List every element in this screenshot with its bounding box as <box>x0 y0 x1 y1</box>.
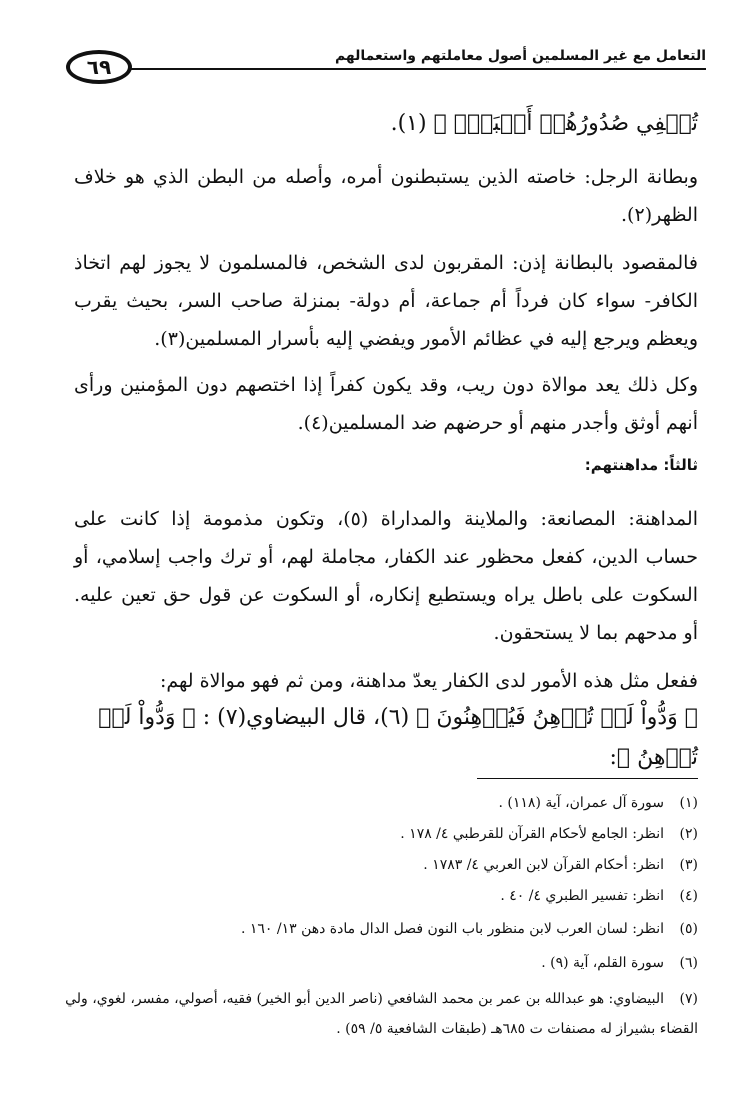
footnote <box>60 792 698 814</box>
footnote-text: انظر: الجامع لأحكام القرآن للقرطبي ٤/ ١٧٨ . <box>400 826 664 842</box>
footnote-number: (٧) <box>679 991 698 1007</box>
header-title: التعامل مع غير المسلمين أصول معاملتهم واستعمالهم <box>334 48 706 64</box>
footnote <box>60 854 698 876</box>
footnote <box>60 952 698 974</box>
footnote-text: سورة القلم، آية (٩) . <box>541 955 664 971</box>
paragraph-bitana-definition: وبطانة الرجل: خاصته الذين يستبطنون أمره، وأصله من البطن الذي هو خلاف الظهر(٢). <box>74 166 698 226</box>
paragraph-bitana-meaning: فالمقصود بالبطانة إذن: المقربون لدى الشخص، فالمسلمون لا يجوز لهم اتخاذ الكافر- سواء كان فرداً أم جماعة، أم دولة- بمنزلة صاحب السر، بحيث يقرب ويعظم ويرجع إليه في عظائم الأمور ويفضي إليه بأسرار المسلمين(٣). <box>74 252 698 350</box>
footnote-text: سورة آل عمران، آية (١١٨) . <box>498 795 664 811</box>
footnote-text: انظر: تفسير الطبري ٤/ ٤٠ . <box>500 888 664 904</box>
footnote-number: (٣) <box>679 857 698 873</box>
footnote-separator <box>477 778 698 779</box>
footnote <box>60 823 698 845</box>
footnote-text: انظر: أحكام القرآن لابن العربي ٤/ ١٧٨٣ . <box>423 857 664 873</box>
running-header <box>66 44 706 90</box>
footnote-number: (٥) <box>679 921 698 937</box>
footnote-text: البيضاوي: هو عبدالله بن عمر بن محمد الشافعي (ناصر الدين أبو الخير) فقيه، أصولي، مفسر، لغوي، ولي القضاء بشيراز له مصنفات ت ٦٨٥هـ (طبقات الشافعية ٥/ ٥٩) . <box>65 991 698 1037</box>
footnote <box>60 918 698 940</box>
footnote-number: (١) <box>679 795 698 811</box>
paragraph-muwalat: وكل ذلك يعد موالاة دون ريب، وقد يكون كفراً إذا اختصهم دون المؤمنين ورأى أنهم أوثق وأجدر منهم أو حرضهم ضد المسلمين(٤). <box>74 374 698 434</box>
footnote-number: (٢) <box>679 826 698 842</box>
footnote <box>60 885 698 907</box>
paragraph-mudahana-ruling: ففعل مثل هذه الأمور لدى الكفار يعدّ مداهنة، ومن ثم فهو موالاة لهم: <box>159 670 698 692</box>
footnote <box>60 984 698 1044</box>
verse-line: ﴿ وَدُّواْ لَوۡ تُدۡهِنُ فَيُدۡهِنُونَ ﴾ (٦)، قال البيضاوي(٧) : ﴿ وَدُّواْ لَوۡ تُدۡهِنُ ﴾: <box>98 705 698 770</box>
header-rule <box>128 68 706 70</box>
section-heading: ثالثاً: مداهنتهم: <box>584 456 698 474</box>
page-number: ٦٩ <box>66 50 132 84</box>
paragraph-mudahana-definition: المداهنة: المصانعة: والملاينة والمداراة (٥)، وتكون مذمومة إذا كانت على حساب الدين، كفعل محظور عند الكفار، مجاملة لهم، أو ترك واجب إسلامي، أو السكوت على باطل يراه ويستطيع إنكاره، أو السكوت عن قول حق تعين عليه. أو مدحهم بما لا يستحقون. <box>74 508 698 644</box>
footnote-text: انظر: لسان العرب لابن منظور باب النون فصل الدال مادة دهن ١٣/ ١٦٠ . <box>240 921 664 937</box>
footnote-number: (٤) <box>679 888 698 904</box>
footnote-number: (٦) <box>679 955 698 971</box>
verse-continuation: تُخۡفِي صُدُورُهُمۡ أَكۡبَرُۚ ﴾ (١). <box>390 111 698 136</box>
